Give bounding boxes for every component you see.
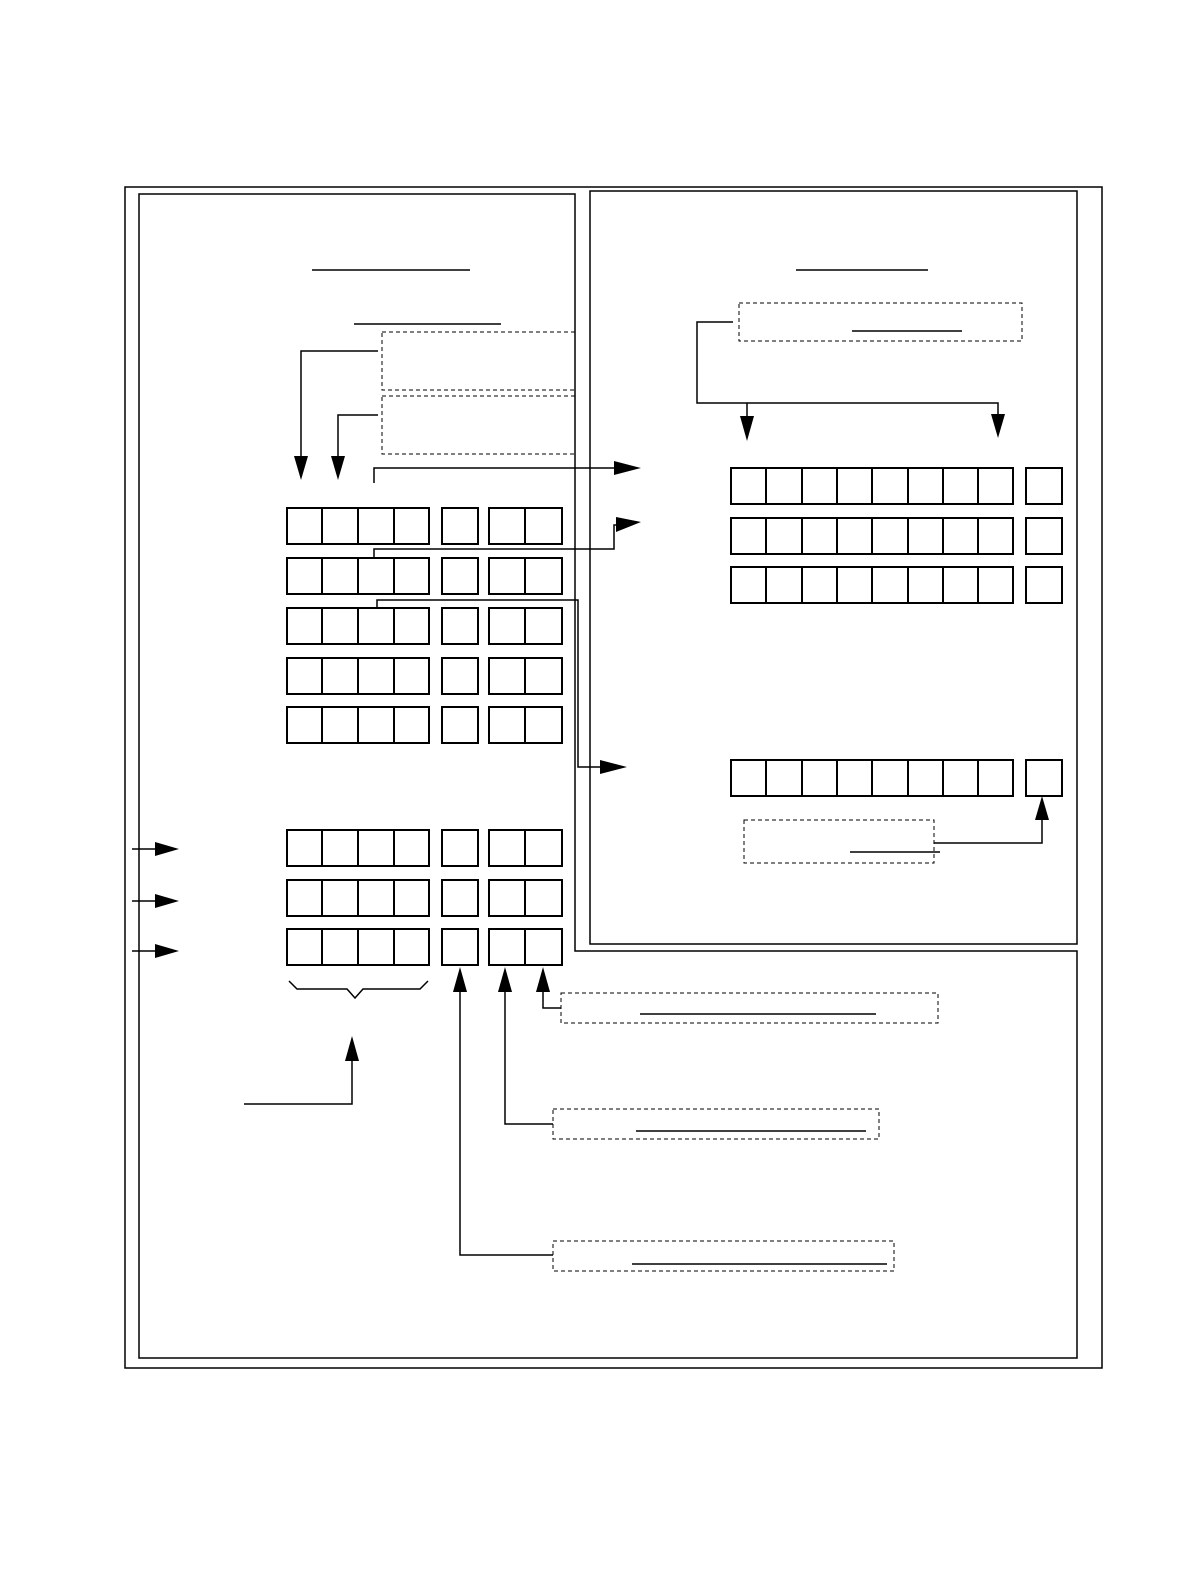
wire-row0-to-right xyxy=(374,468,616,483)
arrow-up-icon xyxy=(498,967,512,992)
left-register-row xyxy=(287,658,562,694)
connector-wires xyxy=(132,322,1042,1255)
arrow-right-icon xyxy=(155,944,179,958)
callout-bottom-2 xyxy=(553,1109,879,1139)
left-panel-frame xyxy=(139,194,1077,1358)
left-register-row xyxy=(287,508,562,544)
left-register-row xyxy=(287,830,562,866)
arrowheads xyxy=(155,414,1049,1061)
left-register-row xyxy=(287,707,562,743)
arrow-up-icon xyxy=(1035,796,1049,820)
frames xyxy=(125,187,1102,1368)
left-register-row xyxy=(287,929,562,965)
arrow-right-icon xyxy=(155,894,179,908)
left-register-row xyxy=(287,880,562,916)
wire-callout-bottom3 xyxy=(460,988,553,1255)
wire-row1-to-right xyxy=(374,525,620,557)
callout-top-right xyxy=(739,303,1022,341)
wire-topright-split xyxy=(697,322,998,418)
left-register-row xyxy=(287,558,562,594)
arrow-down-icon xyxy=(991,414,1005,438)
arrow-down-icon xyxy=(740,416,754,441)
callouts xyxy=(382,303,1022,1271)
wire-callout-to-cell xyxy=(934,814,1042,843)
wire-callout1-to-col1 xyxy=(301,351,378,462)
wire-row2-to-right-lower xyxy=(377,600,604,767)
arrow-down-icon xyxy=(331,456,345,480)
brace xyxy=(289,981,428,998)
left-register-rows xyxy=(287,508,562,965)
wire-callout2-to-col2 xyxy=(338,415,378,462)
arrow-down-icon xyxy=(294,456,308,480)
arrow-right-icon xyxy=(614,461,641,475)
arrow-up-icon xyxy=(345,1036,359,1061)
arrow-right-icon xyxy=(600,760,627,774)
arrow-right-icon xyxy=(155,842,179,856)
right-register-row xyxy=(731,567,1062,603)
callout-bottom-3 xyxy=(553,1241,894,1271)
left-register-row xyxy=(287,608,562,644)
callout-top-left-2 xyxy=(382,396,575,454)
callout-top-left-1 xyxy=(382,332,575,390)
arrow-up-icon xyxy=(453,967,467,992)
right-register-row xyxy=(731,760,1062,796)
arrow-up-icon xyxy=(536,967,550,992)
callout-right-mid xyxy=(744,820,940,863)
right-register-row xyxy=(731,518,1062,554)
arrow-right-icon xyxy=(616,517,641,532)
right-register-row xyxy=(731,468,1062,504)
outer-frame xyxy=(125,187,1102,1368)
wire-to-brace xyxy=(244,1060,352,1104)
right-register-rows xyxy=(731,468,1062,796)
title-underlines xyxy=(312,270,928,324)
callout-bottom-1 xyxy=(561,993,938,1023)
